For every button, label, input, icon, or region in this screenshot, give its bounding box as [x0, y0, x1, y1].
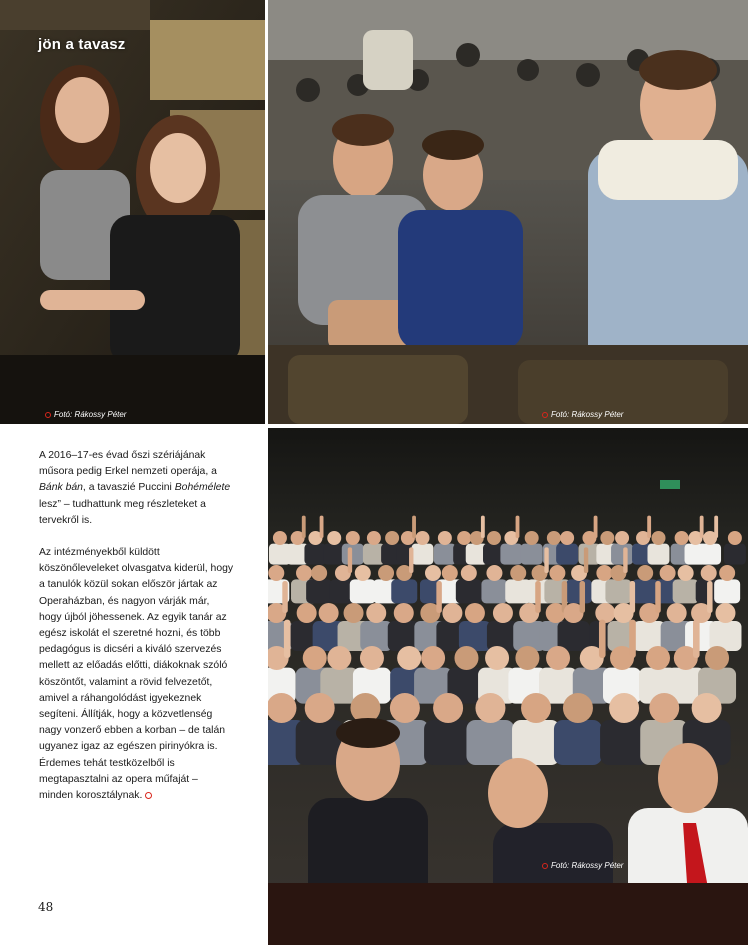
- paragraph-1: [39, 448, 234, 529]
- page-number: 48: [38, 900, 54, 914]
- paragraph-2-text: Az intézményekből küldött köszönőleveleket olvasgatva kiderül, hogy a tanulók közül sokan először jártak az Operaházban, és nagyon várják már, hogy újból jöhessenek. Az egyik tanár az egész iskolát el szeretné hozni, és több pedagógus is dicséri a kiváló szervezés mellett az előadás előtti, diákoknak szóló köszöntőt, valamint a rövid felvezetőt, amivel a ráhangolódást igyekeznek segíteni. Állítják, hogy a közvetlenség nagy vonzerő ebben a korban – de talán ugyanez igaz az egészen pirinyókra is. Érdemes tehát testközelből is megtapasztalni az opera műfaját – minden korosztálynak.: [39, 547, 234, 802]
- article-body: [39, 448, 234, 820]
- bullet-icon: [45, 412, 51, 418]
- opera-title: Bánk bán: [39, 482, 83, 494]
- photo-credit-text: Fotó: Rákossy Péter: [54, 410, 127, 419]
- photo-credit-text: Fotó: Rákossy Péter: [551, 861, 624, 870]
- girls-photo: [0, 0, 265, 424]
- paragraph-1-part-2: , a tavaszié Puccini: [82, 482, 175, 494]
- bullet-icon: [542, 412, 548, 418]
- boys-photo: [268, 0, 748, 424]
- paragraph-1-part-3: lesz” – tudhattunk meg részleteket a tervekről is.: [39, 498, 206, 526]
- audience-photo: [268, 428, 748, 945]
- photo-credit: [45, 410, 126, 419]
- photo-credit-text: Fotó: Rákossy Péter: [551, 410, 624, 419]
- opera-title: Bohémélete: [174, 482, 231, 494]
- photo-credit: [542, 410, 623, 419]
- bullet-icon: [542, 863, 548, 869]
- end-mark-icon: [145, 792, 152, 799]
- paragraph-1-part-1: A 2016–17-es évad őszi szériájának műsora pedig Erkel nemzeti operája, a: [39, 450, 217, 478]
- photo-credit: [542, 861, 623, 870]
- section-title: jön a tavasz: [38, 36, 126, 53]
- paragraph-2: [39, 545, 234, 804]
